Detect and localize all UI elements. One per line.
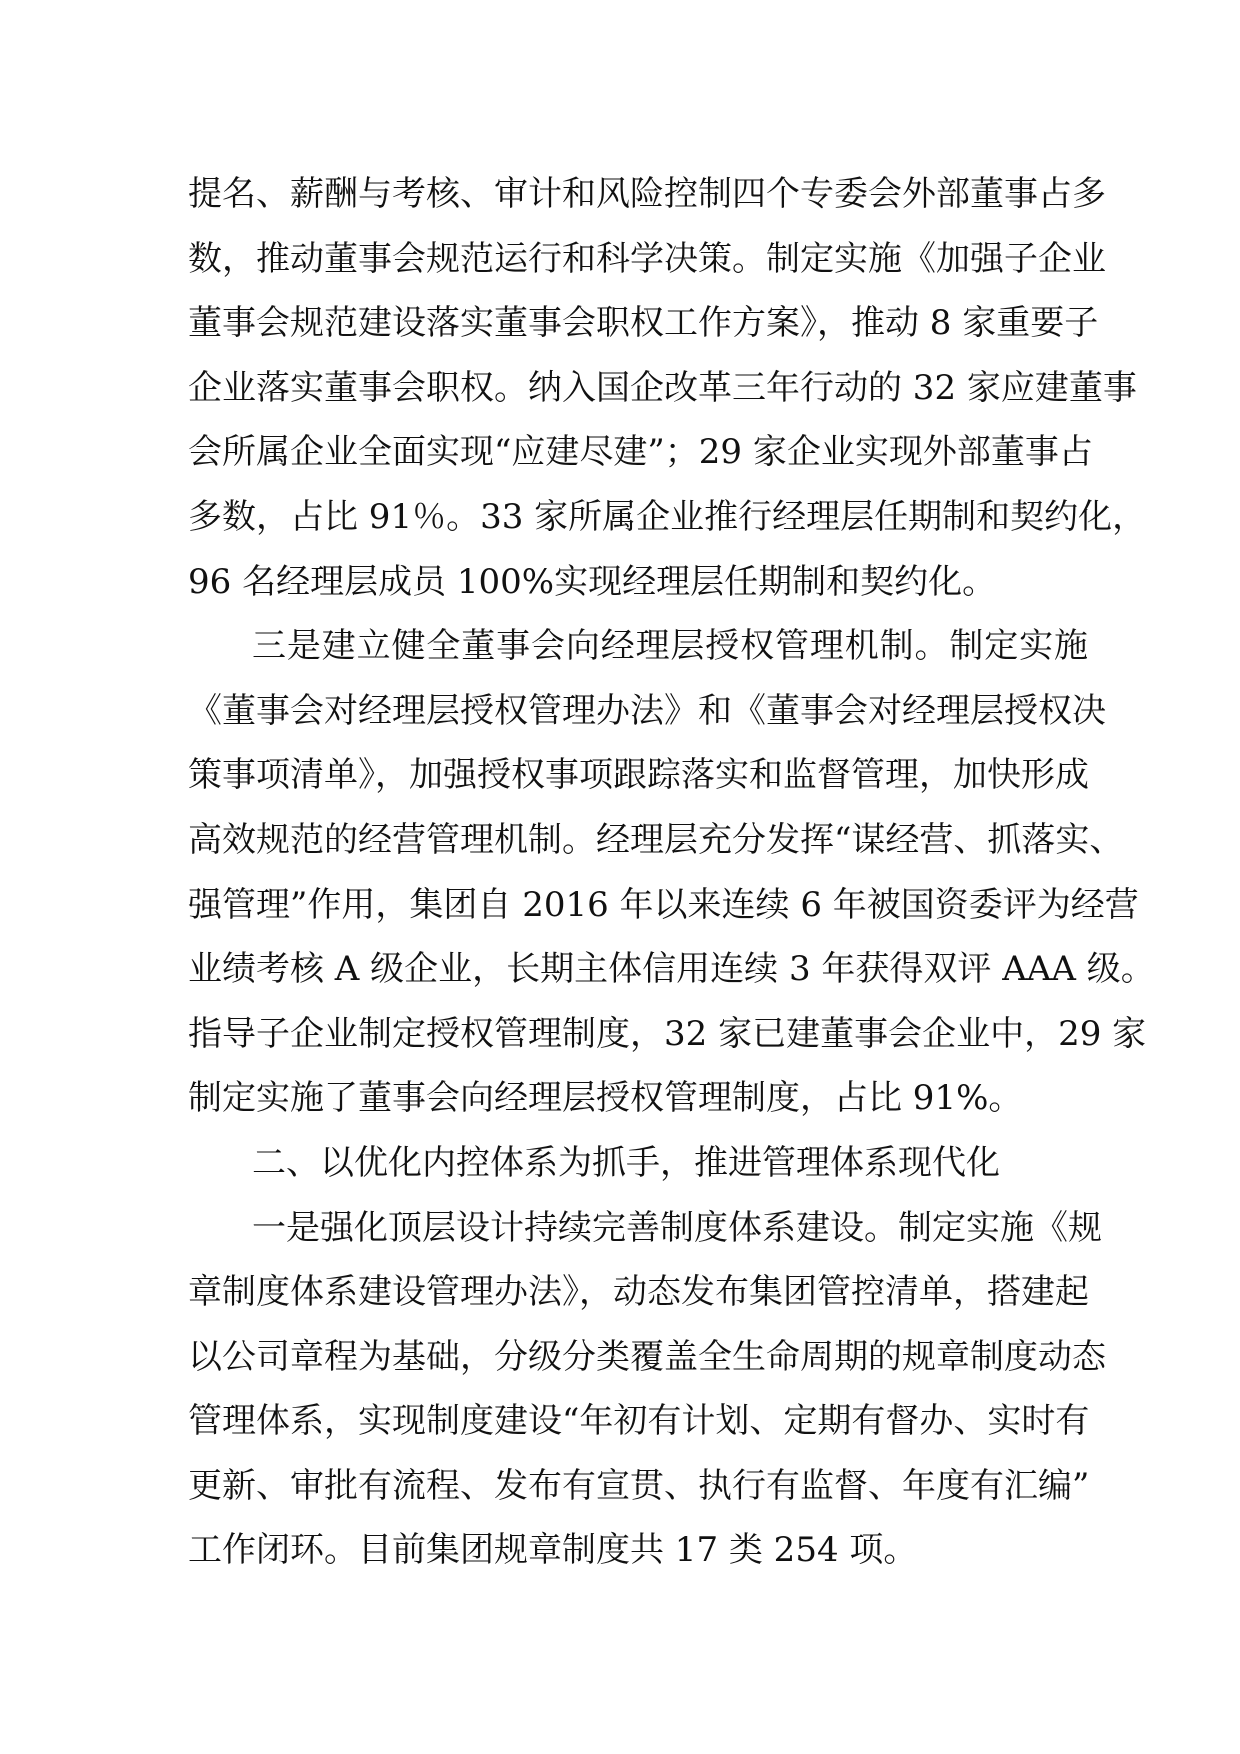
text-line: 制定实施了董事会向经理层授权管理制度，占比 91%。	[188, 1078, 1023, 1119]
text-line: 强管理”作用，集团自 2016 年以来连续 6 年被国资委评为经营	[188, 884, 1139, 925]
text-line: 以公司章程为基础，分级分类覆盖全生命周期的规章制度动态	[188, 1336, 1106, 1377]
text-line: 策事项清单》，加强授权事项跟踪落实和监督管理，加快形成	[188, 755, 1089, 796]
text-line: 指导子企业制定授权管理制度，32 家已建董事会企业中，29 家	[188, 1013, 1147, 1054]
text-line: 多数，占比 91％。33 家所属企业推行经理层任期制和契约化，	[188, 496, 1147, 537]
body-text	[188, 162, 1155, 1583]
text-line: 管理体系，实现制度建设“年初有计划、定期有督办、实时有	[188, 1401, 1090, 1442]
text-line: 工作闭环。目前集团规章制度共 17 类 254 项。	[188, 1530, 918, 1571]
text-line: 董事会规范建设落实董事会职权工作方案》，推动 8 家重要子	[188, 303, 1099, 344]
text-line: 提名、薪酬与考核、审计和风险控制四个专委会外部董事占多	[188, 174, 1106, 214]
text-line: 96 名经理层成员 100%实现经理层任期制和契约化。	[188, 561, 997, 602]
text-line: 更新、审批有流程、发布有宣贯、执行有监督、年度有汇编”	[188, 1465, 1090, 1506]
text-line: 章制度体系建设管理办法》，动态发布集团管控清单，搭建起	[188, 1272, 1089, 1313]
text-line: 企业落实董事会职权。纳入国企改革三年行动的 32 家应建董事	[188, 367, 1137, 408]
text-line: 业绩考核 A 级企业，长期主体信用连续 3 年获得双评 AAA 级。	[188, 949, 1155, 990]
text-line: 数，推动董事会规范运行和科学决策。制定实施《加强子企业	[188, 238, 1106, 279]
text-line: 会所属企业全面实现“应建尽建”；29 家企业实现外部董事占	[188, 432, 1093, 473]
text-line: 三是建立健全董事会向经理层授权管理机制。制定实施	[252, 626, 1088, 667]
text-line: 高效规范的经营管理机制。经理层充分发挥“谋经营、抓落实、	[188, 819, 1124, 860]
text-line: 一是强化顶层设计持续完善制度体系建设。制定实施《规	[252, 1207, 1102, 1248]
text-line: 《董事会对经理层授权管理办法》和《董事会对经理层授权决	[188, 690, 1106, 731]
section-heading: 二、以优化内控体系为抓手，推进管理体系现代化	[252, 1142, 1000, 1183]
